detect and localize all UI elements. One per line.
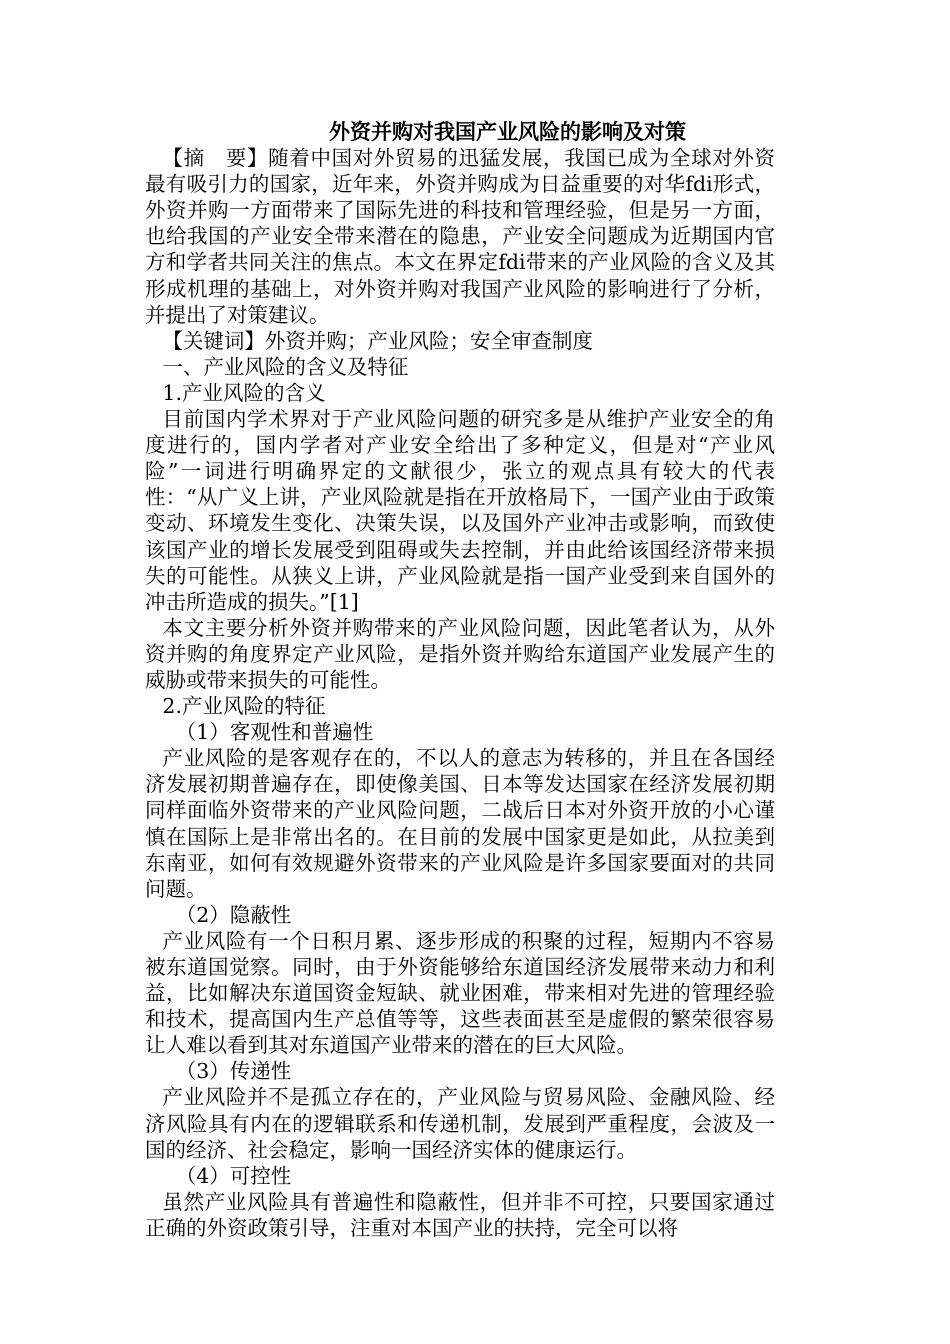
- keywords-paragraph: [145, 328, 775, 354]
- document-title: 外资并购对我国产业风险的影响及对策: [329, 119, 686, 144]
- body-paragraph: 产业风险有一个日积月累、逐步形成的积聚的过程，短期内不容易被东道国觉察。同时，由于外资能够给东道国经济发展带来动力和利益，比如解决东道国资金短缺、就业困难，带来相对先进的管理经验和技术，提高国内生产总值等等，这些表面甚至是虚假的繁荣很容易让人难以看到其对东道国产业带来的潜在的巨大风险。: [145, 928, 775, 1058]
- abstract-text: 随着中国对外贸易的迅猛发展，我国已成为全球对外资最有吸引力的国家，近年来，外资并购成为日益重要的对华fdi形式，外资并购一方面带来了国际先进的科技和管理经验，但是另一方面，也给我国的产业安全带来潜在的隐患，产业安全问题成为近期国内官方和学者共同关注的焦点。本文在界定fdi带来的产业风险的含义及其形成机理的基础上，对外资并购对我国产业风险的影响进行了分析，并提出了对策建议。: [145, 146, 776, 327]
- body-paragraph: 产业风险的是客观存在的，不以人的意志为转移的，并且在各国经济发展初期普遍存在，即使像美国、日本等发达国家在经济发展初期同样面临外资带来的产业风险问题，二战后日本对外资开放的小心谨慎在国际上是非常出名的。在目前的发展中国家更是如此，从拉美到东南亚，如何有效规避外资带来的产业风险是许多国家要面对的共同问题。: [145, 746, 775, 901]
- feature-heading-transmissibility: （3）传递性: [175, 1059, 292, 1084]
- body-paragraph: 本文主要分析外资并购带来的产业风险问题，因此笔者认为，从外资并购的角度界定产业风险，是指外资并购给东道国产业发展产生的威胁或带来损失的可能性。: [145, 615, 775, 692]
- abstract-label: 【摘 要】: [162, 146, 269, 171]
- feature-heading-objectivity: （1）客观性和普遍性: [175, 720, 374, 745]
- feature-heading-controllability: （4）可控性: [175, 1163, 292, 1188]
- subsection-heading-meaning: 1.产业风险的含义: [162, 380, 326, 405]
- section-heading: 一、产业风险的含义及特征: [162, 354, 409, 379]
- subsection-heading-features: 2.产业风险的特征: [162, 694, 326, 719]
- document-body: [145, 119, 775, 1241]
- body-paragraph: 虽然产业风险具有普遍性和隐蔽性，但并非不可控，只要国家通过正确的外资政策引导，注重对本国产业的扶持，完全可以将: [145, 1189, 775, 1240]
- keywords-text: 外资并购；产业风险；安全审查制度: [264, 328, 593, 353]
- keywords-label: 【关键词】: [162, 328, 265, 353]
- abstract-paragraph: [145, 145, 775, 328]
- body-paragraph: 产业风险并不是孤立存在的，产业风险与贸易风险、金融风险、经济风险具有内在的逻辑联系和传递机制，发展到严重程度，会波及一国的经济、社会稳定，影响一国经济实体的健康运行。: [145, 1085, 775, 1162]
- feature-heading-concealment: （2）隐蔽性: [175, 902, 292, 927]
- body-paragraph: 目前国内学术界对于产业风险问题的研究多是从维护产业安全的角度进行的，国内学者对产业安全给出了多种定义，但是对“产业风险”一词进行明确界定的文献很少，张立的观点具有较大的代表性：“从广义上讲，产业风险就是指在开放格局下，一国产业由于政策变动、环境发生变化、决策失误，以及国外产业冲击或影响，而致使该国产业的增长发展受到阻碍或失去控制，并由此给该国经济带来损失的可能性。从狭义上讲，产业风险就是指一国产业受到来自国外的冲击所造成的损失。”[1]: [145, 407, 775, 614]
